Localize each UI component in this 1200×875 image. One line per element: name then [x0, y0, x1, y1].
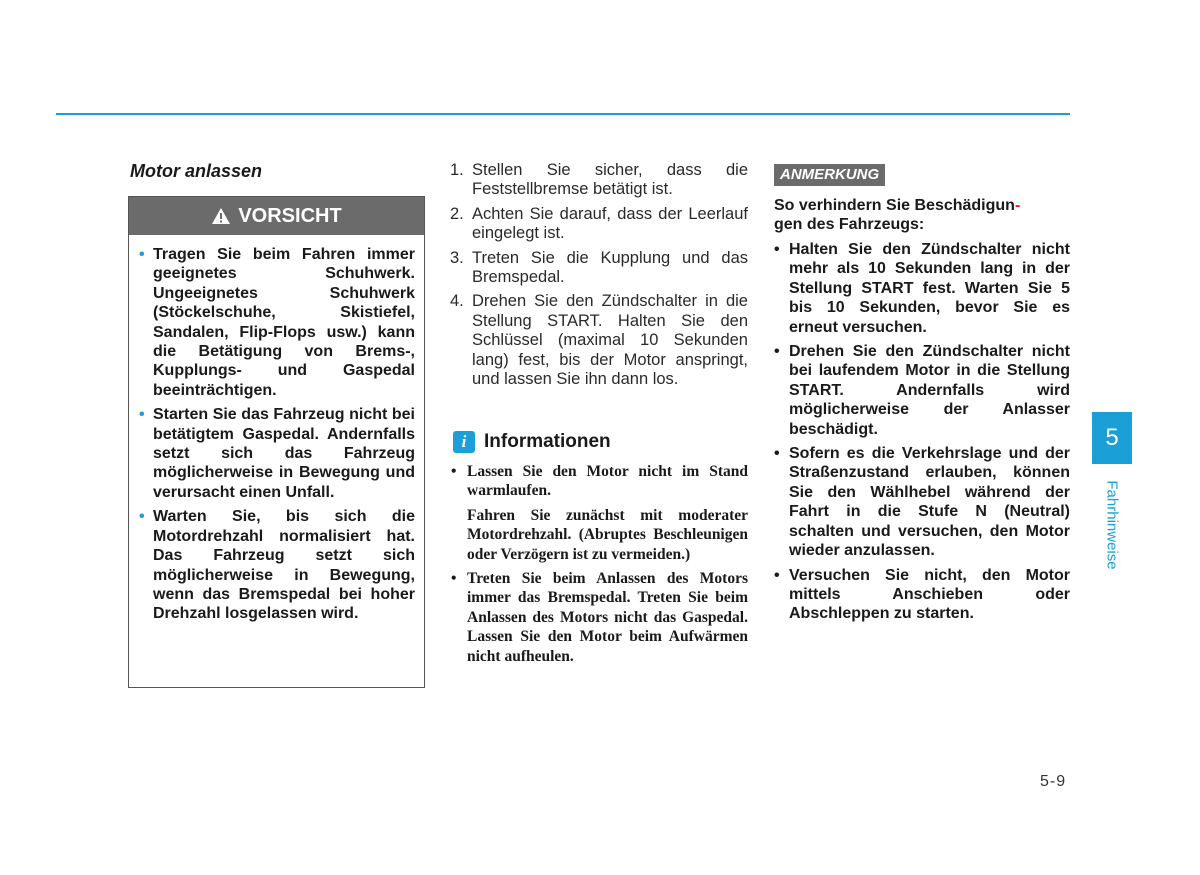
note-item: • Versuchen Sie nicht, den Motor mittels Anschieben oder Abschleppen zu starten.: [774, 566, 1070, 624]
note-intro-part2: gen des Fahrzeugs:: [774, 216, 925, 234]
note-item: • Halten Sie den Zündschalter nicht mehr als 10 Sekunden lang in der Stellung START fest. Warten Sie 5 bis 10 Sekunden, bevor Sie es erneut versuchen.: [774, 240, 1070, 337]
note-list: [774, 240, 1070, 629]
note-intro-hyphen: -: [1014, 197, 1021, 214]
note-item: • Sofern es die Verkehrslage und der Straßenzustand erlauben, können Sie den Wählhebel während der Fahrt in die Stufe N (Neutral) schalten und versuchen, den Motor wieder anzulassen.: [774, 444, 1070, 560]
warning-header: [129, 197, 424, 235]
note-item: • Drehen Sie den Zündschalter nicht bei laufendem Motor in die Stellung START. Andernfalls wird möglicherweise der Anlasser beschädigt.: [774, 342, 1070, 439]
warning-item: • Warten Sie, bis sich die Motordrehzahl normalisiert hat. Das Fahrzeug setzt sich möglicherweise in Bewegung, wenn das Bremspedal bei hoher Drehzahl losgelassen wird.: [153, 507, 415, 623]
step-number: 3.: [450, 248, 464, 267]
warning-item: • Tragen Sie beim Fahren immer geeignetes Schuhwerk. Ungeeignetes Schuhwerk (Stöckelschuhe, Skistiefel, Sandalen, Flip-Flops usw.) kann die Betätigung von Brems-, Kupplungs- und Gaspedal beeinträchtigen.: [153, 245, 415, 400]
warning-item: • Starten Sie das Fahrzeug nicht bei betätigtem Gaspedal. Andernfalls setzt sich das Fahrzeug möglicherweise in Bewegung und verursacht einen Unfall.: [153, 405, 415, 502]
chapter-number-tab: 5: [1092, 412, 1132, 464]
step-item: [450, 161, 748, 200]
step-number: 1.: [450, 161, 464, 179]
section-heading: Motor anlassen: [130, 161, 263, 181]
info-list: [451, 462, 748, 671]
page-number: 5-9: [1040, 773, 1067, 790]
warning-title: VORSICHT: [238, 204, 342, 227]
step-number: 4.: [450, 292, 464, 311]
info-item-continuation: Fahren Sie zunächst mit moderater Motordrehzahl. (Abruptes Beschleunigen oder Verzögern ist zu vermeiden.): [467, 506, 748, 563]
note-intro-part1: So verhindern Sie Beschädigun: [774, 197, 1015, 214]
step-item: [450, 249, 748, 288]
step-text: Treten Sie die Kupplung und das Bremspedal.: [472, 248, 748, 287]
step-text: Achten Sie darauf, dass der Leerlauf eingelegt ist.: [472, 204, 748, 243]
warning-box: [128, 196, 425, 688]
start-steps-list: [450, 161, 748, 394]
step-number: 2.: [450, 204, 464, 223]
warning-triangle-icon: [211, 207, 231, 225]
info-title: Informationen: [484, 431, 611, 452]
header-rule: [56, 113, 1070, 115]
note-intro: [774, 196, 1070, 235]
step-text: Stellen Sie sicher, dass die Feststellbremse betätigt ist.: [472, 161, 748, 199]
info-item: • Treten Sie beim Anlassen des Motors immer das Bremspedal. Treten Sie beim Anlassen des Motors nicht das Gaspedal. Lassen Sie den Motor beim Aufwärmen nicht aufheulen.: [451, 569, 748, 666]
info-heading: [453, 431, 611, 453]
step-item: [450, 292, 748, 389]
info-item: • Lassen Sie den Motor nicht im Stand warmlaufen.: [451, 462, 748, 501]
info-icon: i: [453, 431, 475, 453]
chapter-label: Fahrhinweise: [1103, 480, 1121, 570]
step-text: Drehen Sie den Zündschalter in die Stellung START. Halten Sie den Schlüssel (maximal 10 Sekunden lang) fest, bis der Motor anspringt, und lassen Sie ihn dann los.: [472, 292, 748, 389]
step-item: [450, 205, 748, 244]
warning-list: [129, 235, 424, 624]
note-badge: ANMERKUNG: [774, 164, 885, 186]
